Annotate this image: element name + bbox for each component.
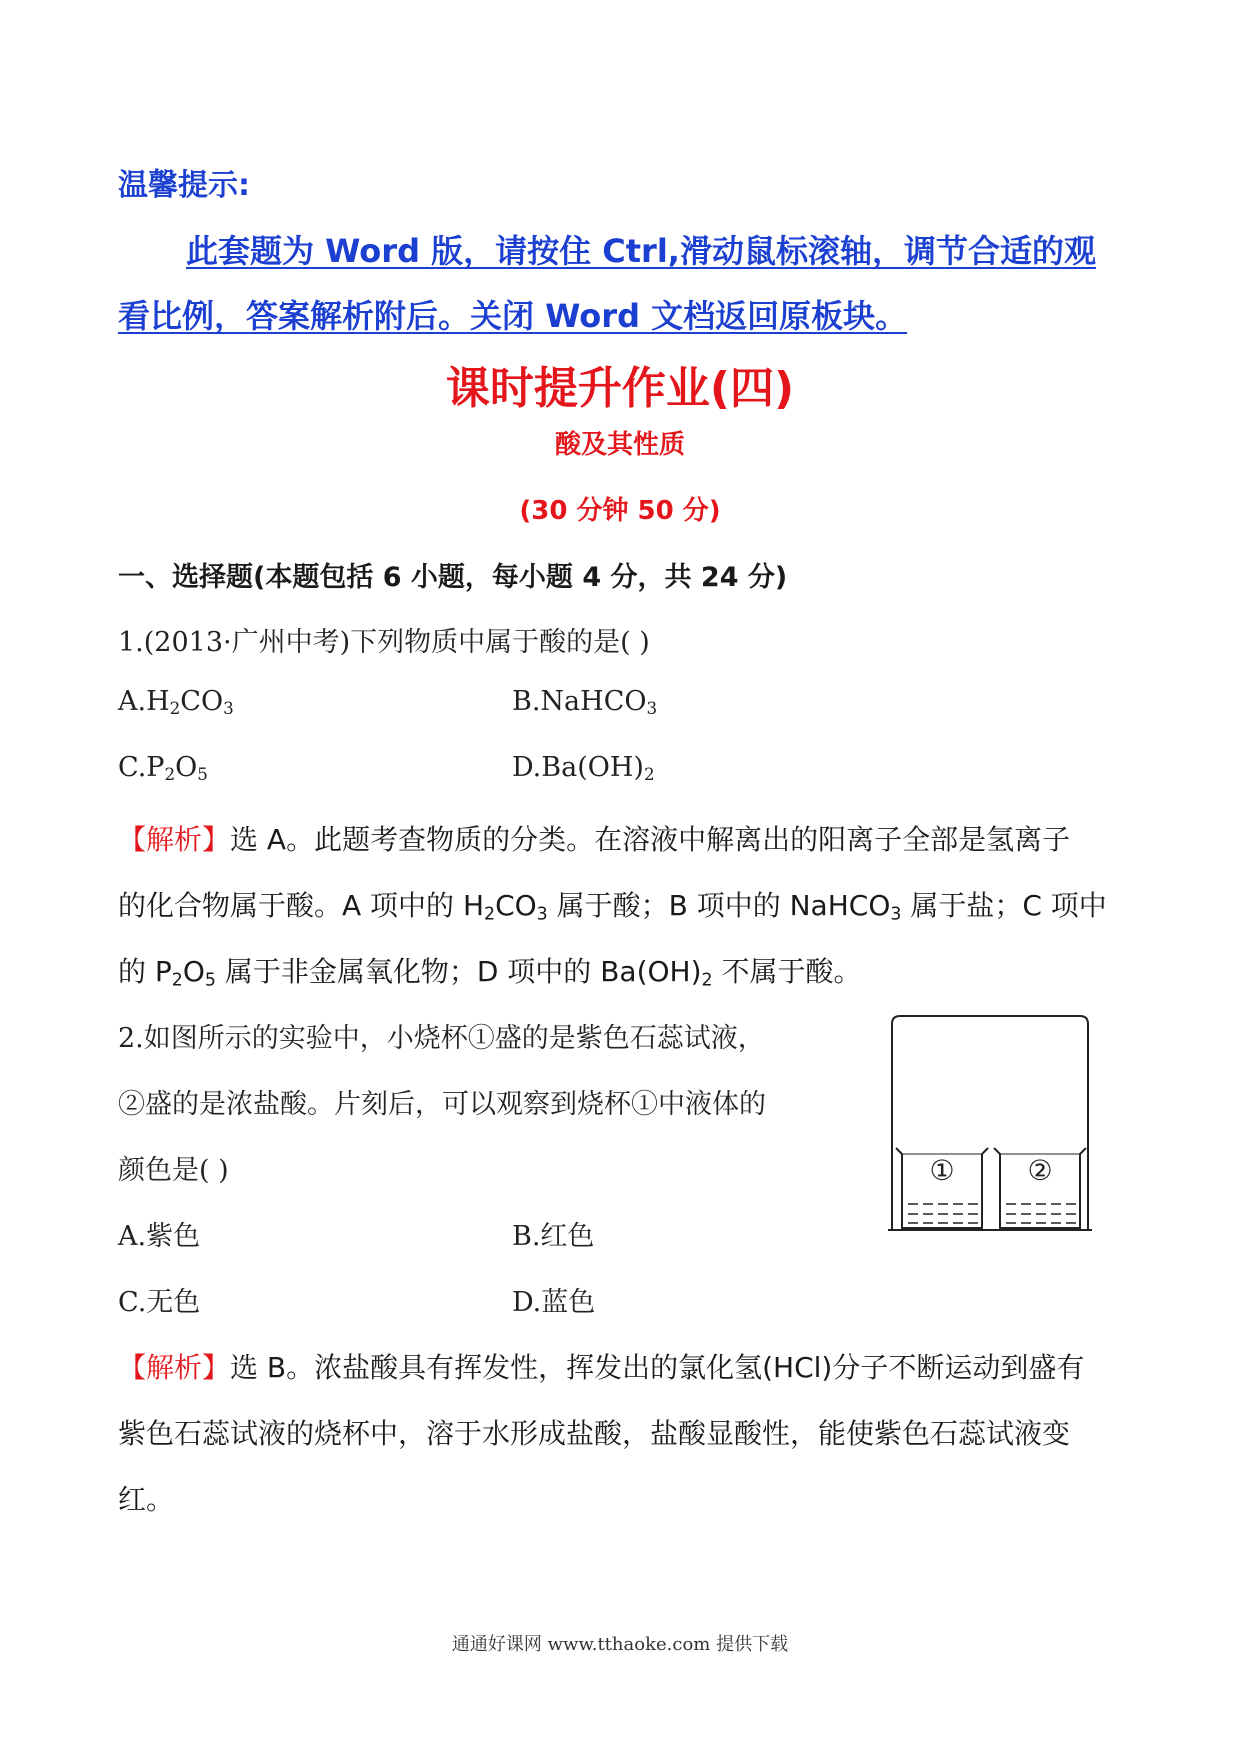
question-1-explanation-line-2: 的化合物属于酸。A 项中的 $H_2CO_3$ 属于酸；B 项中的 NaHCO$_3$ 属于盐；C 项中 bbox=[118, 889, 1107, 925]
explanation-tag: 【解析】 bbox=[118, 1351, 231, 1384]
time-score: (30 分钟 50 分) bbox=[519, 496, 721, 526]
question-2-option-c: C.无色 bbox=[118, 1287, 201, 1318]
tip-title: 温馨提示: bbox=[118, 168, 250, 203]
question-2-explanation-line-2: 紫色石蕊试液的烧杯中，溶于水形成盐酸，盐酸显酸性，能使紫色石蕊试液变 bbox=[118, 1417, 1071, 1450]
beaker-1-label: ① bbox=[929, 1154, 955, 1187]
tip-line-1: 此套题为 Word 版，请按住 Ctrl,滑动鼠标滚轴，调节合适的观 bbox=[186, 232, 1096, 270]
bell-jar-outline bbox=[892, 1016, 1088, 1230]
beaker-2-label: ② bbox=[1027, 1154, 1053, 1187]
question-1-option-d: $D.Ba(OH)_2$ bbox=[512, 752, 655, 785]
question-2-stem-line-2: ②盛的是浓盐酸。片刻后，可以观察到烧杯①中液体的 bbox=[118, 1089, 766, 1120]
question-1-explanation-line-1: 【解析】选 A。此题考查物质的分类。在溶液中解离出的阳离子全部是氢离子 bbox=[118, 823, 1071, 856]
explanation-tag: 【解析】 bbox=[118, 823, 231, 856]
question-1-option-a: $A.H_2CO_3$ bbox=[118, 686, 234, 719]
question-1-explanation-line-3: 的 $P_2O_5$ 属于非金属氧化物；D 项中的 $Ba(OH)_2$ 不属于酸。 bbox=[118, 955, 862, 991]
question-2-explanation-line-3: 红。 bbox=[118, 1483, 175, 1516]
question-2-stem-line-1: 2.如图所示的实验中，小烧杯①盛的是紫色石蕊试液， bbox=[118, 1023, 765, 1054]
question-1-option-c: $C.P_2O_5$ bbox=[118, 752, 208, 785]
question-1-stem: 1.(2013·广州中考)下列物质中属于酸的是( ) bbox=[118, 627, 650, 658]
question-1-option-b: B.NaHCO$_3$ bbox=[512, 686, 658, 719]
beaker-diagram bbox=[880, 1010, 1100, 1235]
question-2-option-d: D.蓝色 bbox=[512, 1287, 596, 1318]
question-2-option-b: B.红色 bbox=[512, 1221, 595, 1252]
section-title: 一、选择题(本题包括 6 小题，每小题 4 分，共 24 分) bbox=[118, 562, 788, 593]
footer-text: 通通好课网 www.tthaoke.com 提供下载 bbox=[451, 1634, 789, 1655]
page-title: 课时提升作业(四) bbox=[445, 363, 795, 414]
tip-line-2: 看比例，答案解析附后。关闭 Word 文档返回原板块。 bbox=[118, 297, 908, 335]
question-2-explanation-line-1: 【解析】选 B。浓盐酸具有挥发性，挥发出的氯化氢(HCl)分子不断运动到盛有 bbox=[118, 1351, 1085, 1384]
page-subtitle: 酸及其性质 bbox=[554, 430, 685, 460]
question-2-option-a: A.紫色 bbox=[118, 1221, 201, 1252]
question-2-stem-line-3: 颜色是( ) bbox=[118, 1155, 229, 1186]
